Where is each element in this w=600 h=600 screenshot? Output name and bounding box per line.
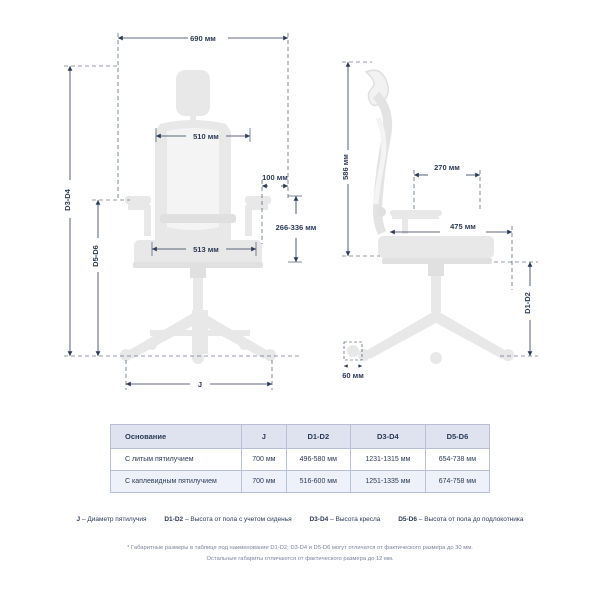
table-header-d1-d2: D1-D2 <box>286 425 350 449</box>
legend-text-j: Диаметр пятилучия <box>87 516 147 523</box>
dim-label-armrest-offset: 100 мм <box>262 173 288 182</box>
legend-text-d5-d6: Высота от пола до подлокотника <box>424 516 524 523</box>
cell-j: 700 мм <box>242 471 287 493</box>
cell-base: С литым пятилучием <box>111 449 242 471</box>
table-header-base: Основание <box>111 425 242 449</box>
dim-label-backrest-width: 510 мм <box>193 132 219 141</box>
dim-label-caster-size: 60 мм <box>342 371 364 380</box>
footnote-line-1: * Габаритные размеры в таблице под наименование D1-D2; D3-D4 и D5-D6 могут отличатся от фактического размера до 30 мм. <box>127 545 473 551</box>
legend-key-j: J <box>76 516 81 523</box>
legend-item-d5-d6 <box>398 516 523 523</box>
dim-label-d5-d6: D5-D6 <box>91 245 100 267</box>
table-header-j: J <box>242 425 287 449</box>
specs-table-wrapper <box>110 424 490 493</box>
dim-label-overall-width: 690 мм <box>190 34 216 43</box>
dim-d5-d6 <box>92 200 130 356</box>
legend-item-d1-d2 <box>164 516 291 523</box>
dim-label-seat-depth-top: 270 мм <box>434 163 460 172</box>
dim-label-seat-depth: 475 мм <box>450 222 476 231</box>
cell-d5-d6: 654-738 мм <box>425 449 489 471</box>
legend-text-d3-d4: Высота кресла <box>335 516 381 523</box>
cell-d1-d2: 496-580 мм <box>286 449 350 471</box>
dim-label-armrest-height-range: 266-336 мм <box>275 223 317 232</box>
legend-key-d5-d6: D5-D6 <box>398 516 417 523</box>
table-header-d5-d6: D5-D6 <box>425 425 489 449</box>
legend-key-d1-d2: D1-D2 <box>164 516 184 523</box>
legend-item-d3-d4 <box>309 516 380 523</box>
legend-text-d1-d2: Высота от пола с учетом сиденья <box>190 516 292 523</box>
table-row <box>111 449 490 471</box>
dim-label-backrest-height: 586 мм <box>341 154 350 180</box>
footnote-line-2: Остальные габариты отличаются от фактического размера до 12 мм. <box>206 556 394 562</box>
dim-seat-depth-top <box>414 170 480 212</box>
cell-base: С каплевидным пятилучием <box>111 471 242 493</box>
cell-d1-d2: 516-600 мм <box>286 471 350 493</box>
dim-label-d3-d4: D3-D4 <box>63 189 72 211</box>
side-view-chair-illustration <box>358 70 514 364</box>
dim-armrest-offset <box>262 180 288 244</box>
table-header-row <box>111 425 490 449</box>
table-row <box>111 471 490 493</box>
dim-label-d1-d2: D1-D2 <box>523 292 532 314</box>
legend-key-d3-d4: D3-D4 <box>309 516 329 523</box>
cell-d3-d4: 1251-1335 мм <box>350 471 425 493</box>
legend-dash: – <box>330 516 334 523</box>
cell-d5-d6: 674-758 мм <box>425 471 489 493</box>
cell-d3-d4: 1231-1315 мм <box>350 449 425 471</box>
table-header-d3-d4: D3-D4 <box>350 425 425 449</box>
cell-j: 700 мм <box>242 449 287 471</box>
legend-dash: – <box>184 516 189 523</box>
dim-label-seat-width: 513 мм <box>193 245 219 254</box>
legend-dash: – <box>418 516 423 523</box>
legend <box>0 516 600 523</box>
legend-item-j <box>77 516 147 523</box>
dim-label-base-diameter-j: J <box>197 380 203 389</box>
footnotes <box>0 543 600 565</box>
front-view-chair-illustration <box>120 70 276 364</box>
specs-table <box>110 424 490 493</box>
legend-dash: – <box>81 516 86 523</box>
